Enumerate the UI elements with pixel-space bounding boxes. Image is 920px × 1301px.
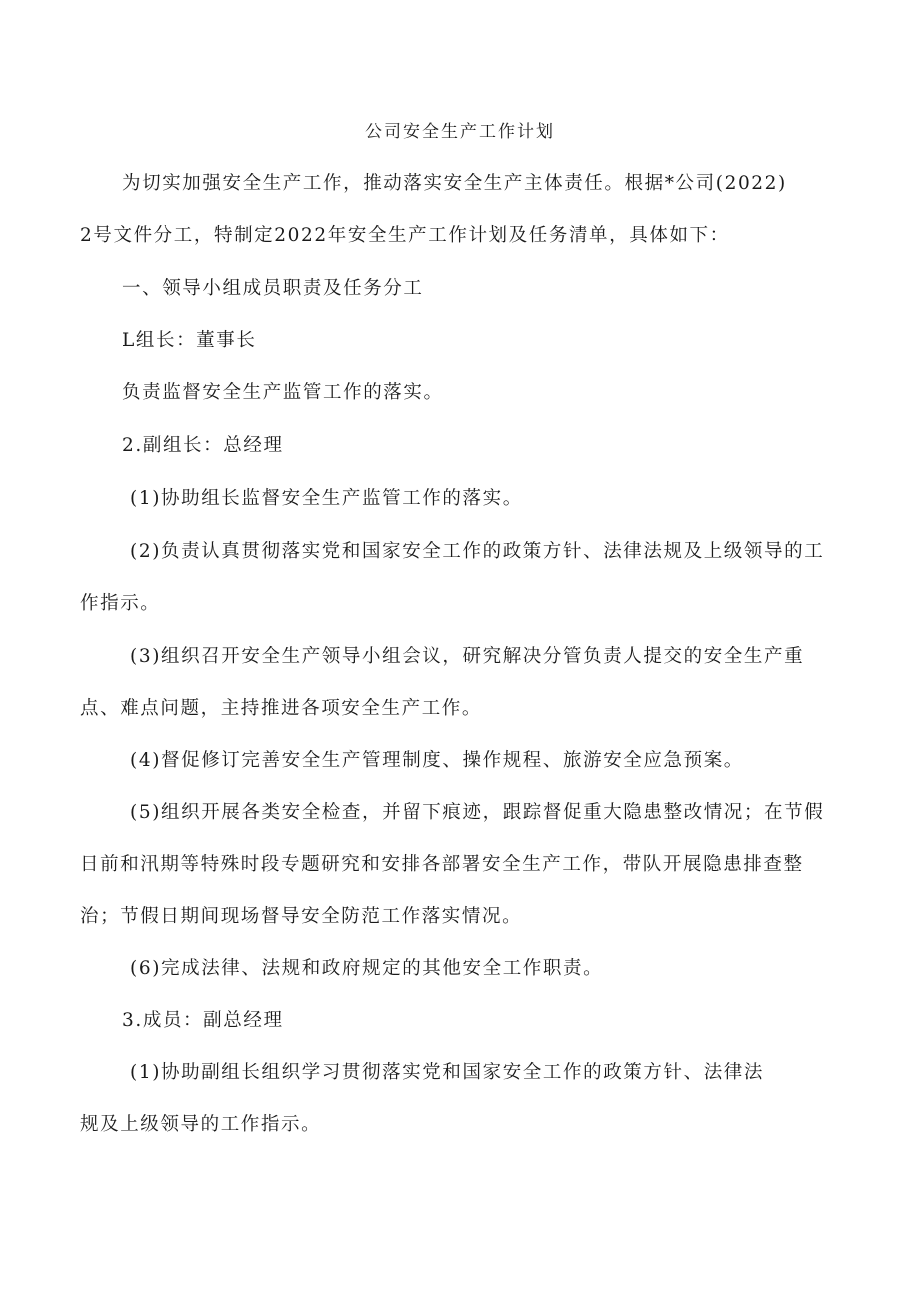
deputy-duty-5-line-1: (5)组织开展各类安全检查，并留下痕迹，跟踪督促重大隐患整改情况；在节假 — [130, 802, 825, 823]
document-title: 公司安全生产工作计划 — [365, 122, 555, 142]
deputy-duty-5-line-2: 日前和汛期等特殊时段专题研究和安排各部署安全生产工作，带队开展隐患排查整 — [80, 854, 804, 875]
deputy-duty-2-line-1: (2)负责认真贯彻落实党和国家安全工作的政策方针、法律法规及上级领导的工 — [130, 541, 825, 562]
member-heading: 3.成员：副总经理 — [122, 1010, 284, 1031]
deputy-duty-3-line-1: (3)组织召开安全生产领导小组会议，研究解决分管负责人提交的安全生产重 — [130, 646, 805, 667]
deputy-duty-5-line-3: 治；节假日期间现场督导安全防范工作落实情况。 — [80, 906, 523, 927]
leader-heading: L组长：董事长 — [122, 330, 257, 351]
deputy-duty-3-line-2: 点、难点问题，主持推进各项安全生产工作。 — [80, 698, 483, 719]
member-duty-1-line-2: 规及上级领导的工作指示。 — [80, 1114, 322, 1135]
member-duty-1-line-1: (1)协助副组长组织学习贯彻落实党和国家安全工作的政策方针、法律法 — [130, 1062, 765, 1083]
section-heading: 一、领导小组成员职责及任务分工 — [122, 278, 424, 299]
intro-line-1: 为切实加强安全生产工作，推动落实安全生产主体责任。根据*公司(2022) — [122, 173, 787, 194]
deputy-duty-6: (6)完成法律、法规和政府规定的其他安全工作职责。 — [130, 958, 604, 979]
deputy-duty-4: (4)督促修订完善安全生产管理制度、操作规程、旅游安全应急预案。 — [130, 750, 744, 771]
deputy-leader-heading: 2.副组长：总经理 — [122, 435, 284, 456]
deputy-duty-1: (1)协助组长监督安全生产监管工作的落实。 — [130, 488, 523, 509]
deputy-duty-2-line-2: 作指示。 — [80, 593, 161, 614]
intro-line-2: 2号文件分工，特制定2022年安全生产工作计划及任务清单，具体如下： — [80, 225, 730, 246]
leader-duty: 负责监督安全生产监管工作的落实。 — [122, 382, 444, 403]
